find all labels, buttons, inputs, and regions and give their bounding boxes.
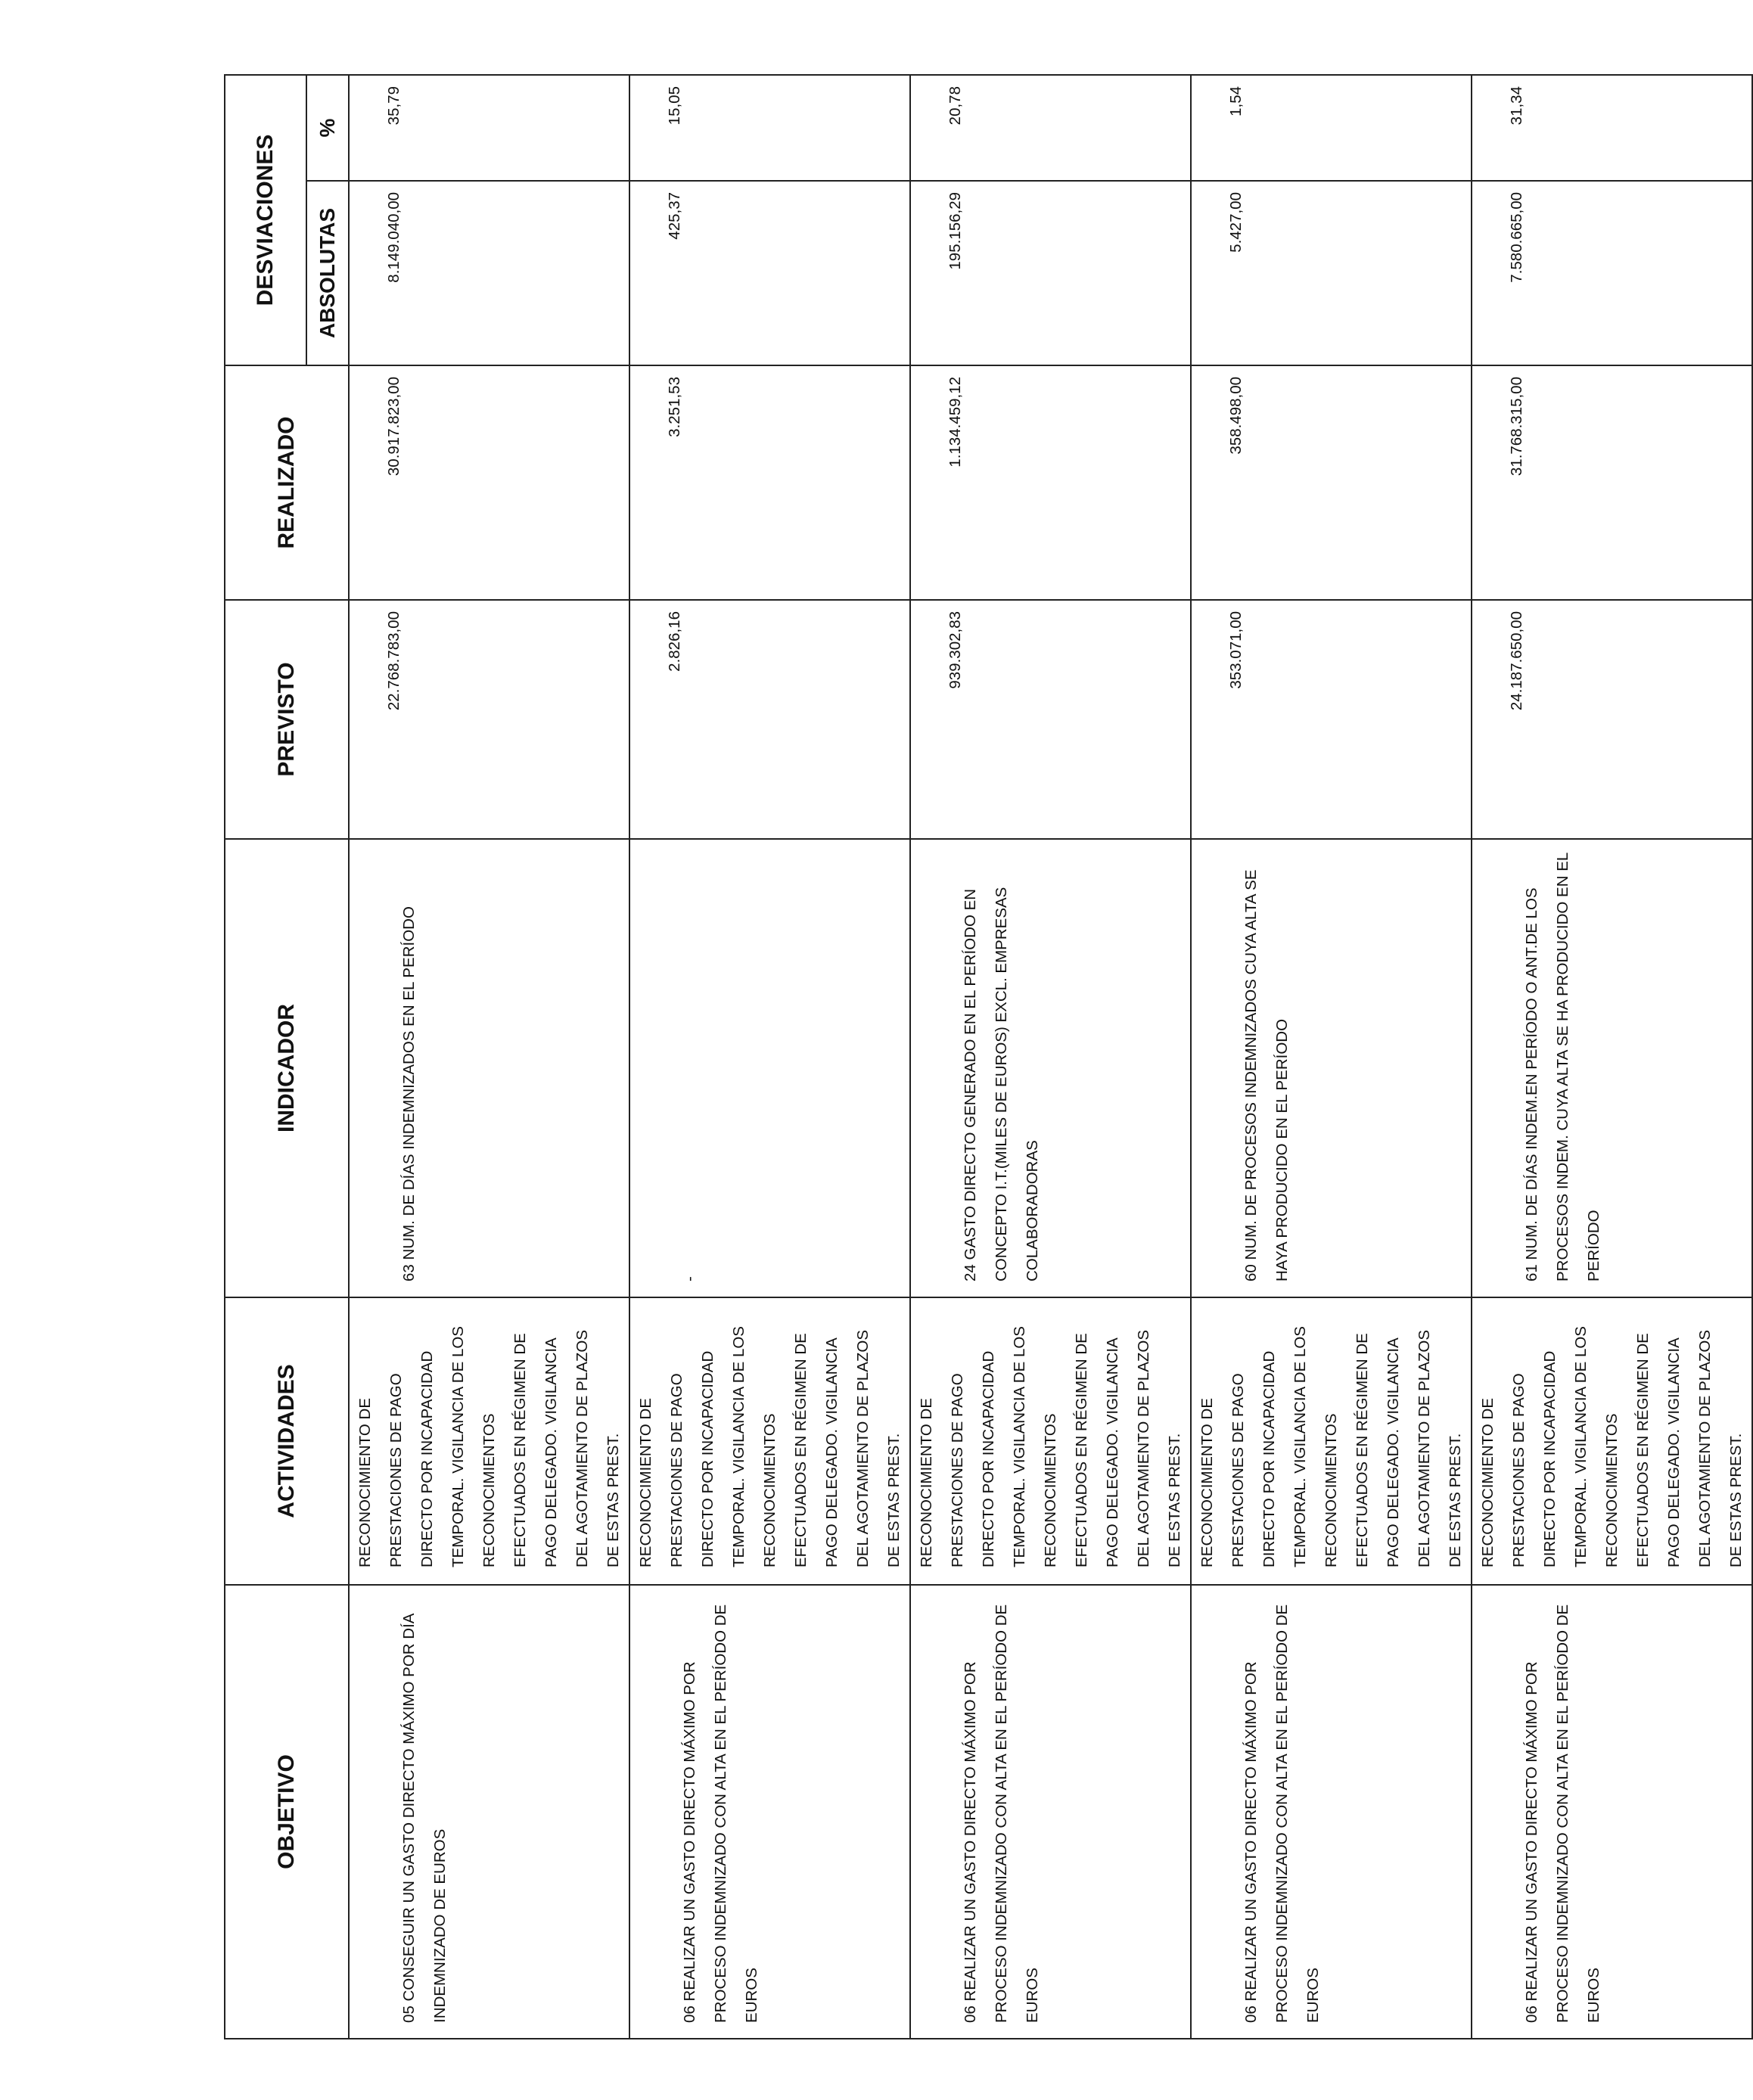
cell-porcentaje: 20,78 [910,75,1191,181]
cell-objetivo: 06 REALIZAR UN GASTO DIRECTO MÁXIMO POR PROCESO INDEMNIZADO CON ALTA EN EL PERÍODO DE EUROS [1191,1585,1472,2039]
cell-indicador: 24 GASTO DIRECTO GENERADO EN EL PERÍODO EN CONCEPTO I.T.(MILES DE EUROS) EXCL. EMPRESAS COLABORADORAS [910,839,1191,1297]
cell-previsto: 939.302,83 [910,600,1191,839]
table-row [349,75,629,2039]
cell-absolutas: 425,37 [629,181,910,365]
header-desviaciones: DESVIACIONES [225,75,306,365]
table-row [1472,75,1752,2039]
cell-objetivo: 05 CONSEGUIR UN GASTO DIRECTO MÁXIMO POR DÍA INDEMNIZADO DE EUROS [349,1585,629,2039]
table-row [1191,75,1472,2039]
cell-indicador: 63 NUM. DE DÍAS INDEMNIZADOS EN EL PERÍODO [349,839,629,1297]
cell-porcentaje: 31,34 [1472,75,1752,181]
cell-indicador: 61 NUM. DE DÍAS INDEM.EN PERÍODO O ANT.DE LOS PROCESOS INDEM. CUYA ALTA SE HA PRODUCIDO EN EL PERÍODO [1472,839,1752,1297]
cell-previsto: 2.826,16 [629,600,910,839]
cell-realizado: 1.134.459,12 [910,365,1191,600]
cell-objetivo: 06 REALIZAR UN GASTO DIRECTO MÁXIMO POR PROCESO INDEMNIZADO CON ALTA EN EL PERÍODO DE EUROS [1472,1585,1752,2039]
objectives-table [224,74,1753,2039]
cell-actividades: RECONOCIMIENTO DE PRESTACIONES DE PAGO DIRECTO POR INCAPACIDAD TEMPORAL. VIGILANCIA DE LOS RECONOCIMIENTOS EFECTUADOS EN RÉGIMEN DE PAGO DELEGADO. VIGILANCIA DEL AGOTAMIENTO DE PLAZOS DE ESTAS PREST. [349,1297,629,1585]
cell-actividades: RECONOCIMIENTO DE PRESTACIONES DE PAGO DIRECTO POR INCAPACIDAD TEMPORAL. VIGILANCIA DE LOS RECONOCIMIENTOS EFECTUADOS EN RÉGIMEN DE PAGO DELEGADO. VIGILANCIA DEL AGOTAMIENTO DE PLAZOS DE ESTAS PREST. [910,1297,1191,1585]
table-row [629,75,910,2039]
cell-realizado: 30.917.823,00 [349,365,629,600]
header-porcentaje: % [306,75,349,181]
cell-absolutas: 195.156,29 [910,181,1191,365]
header-actividades: ACTIVIDADES [225,1297,349,1585]
cell-porcentaje: 35,79 [349,75,629,181]
header-objetivo: OBJETIVO [225,1585,349,2039]
cell-realizado: 358.498,00 [1191,365,1472,600]
header-realizado: REALIZADO [225,365,349,600]
cell-actividades: RECONOCIMIENTO DE PRESTACIONES DE PAGO DIRECTO POR INCAPACIDAD TEMPORAL. VIGILANCIA DE LOS RECONOCIMIENTOS EFECTUADOS EN RÉGIMEN DE PAGO DELEGADO. VIGILANCIA DEL AGOTAMIENTO DE PLAZOS DE ESTAS PREST. [629,1297,910,1585]
header-absolutas: ABSOLUTAS [306,181,349,365]
cell-previsto: 353.071,00 [1191,600,1472,839]
cell-porcentaje: 1,54 [1191,75,1472,181]
cell-absolutas: 7.580.665,00 [1472,181,1752,365]
header-indicador: INDICADOR [225,839,349,1297]
cell-porcentaje: 15,05 [629,75,910,181]
cell-indicador: 60 NUM. DE PROCESOS INDEMNIZADOS CUYA ALTA SE HAYA PRODUCIDO EN EL PERÍODO [1191,839,1472,1297]
rotated-page [224,76,1745,2039]
cell-actividades: RECONOCIMIENTO DE PRESTACIONES DE PAGO DIRECTO POR INCAPACIDAD TEMPORAL. VIGILANCIA DE LOS RECONOCIMIENTOS EFECTUADOS EN RÉGIMEN DE PAGO DELEGADO. VIGILANCIA DEL AGOTAMIENTO DE PLAZOS DE ESTAS PREST. [1191,1297,1472,1585]
cell-actividades: RECONOCIMIENTO DE PRESTACIONES DE PAGO DIRECTO POR INCAPACIDAD TEMPORAL. VIGILANCIA DE LOS RECONOCIMIENTOS EFECTUADOS EN RÉGIMEN DE PAGO DELEGADO. VIGILANCIA DEL AGOTAMIENTO DE PLAZOS DE ESTAS PREST. [1472,1297,1752,1585]
cell-previsto: 24.187.650,00 [1472,600,1752,839]
table-row [910,75,1191,2039]
cell-absolutas: 5.427,00 [1191,181,1472,365]
header-previsto: PREVISTO [225,600,349,839]
cell-indicador: - [629,839,910,1297]
cell-realizado: 3.251,53 [629,365,910,600]
cell-objetivo: 06 REALIZAR UN GASTO DIRECTO MÁXIMO POR PROCESO INDEMNIZADO CON ALTA EN EL PERÍODO DE EUROS [629,1585,910,2039]
cell-previsto: 22.768.783,00 [349,600,629,839]
cell-absolutas: 8.149.040,00 [349,181,629,365]
cell-realizado: 31.768.315,00 [1472,365,1752,600]
cell-objetivo: 06 REALIZAR UN GASTO DIRECTO MÁXIMO POR PROCESO INDEMNIZADO CON ALTA EN EL PERÍODO DE EUROS [910,1585,1191,2039]
